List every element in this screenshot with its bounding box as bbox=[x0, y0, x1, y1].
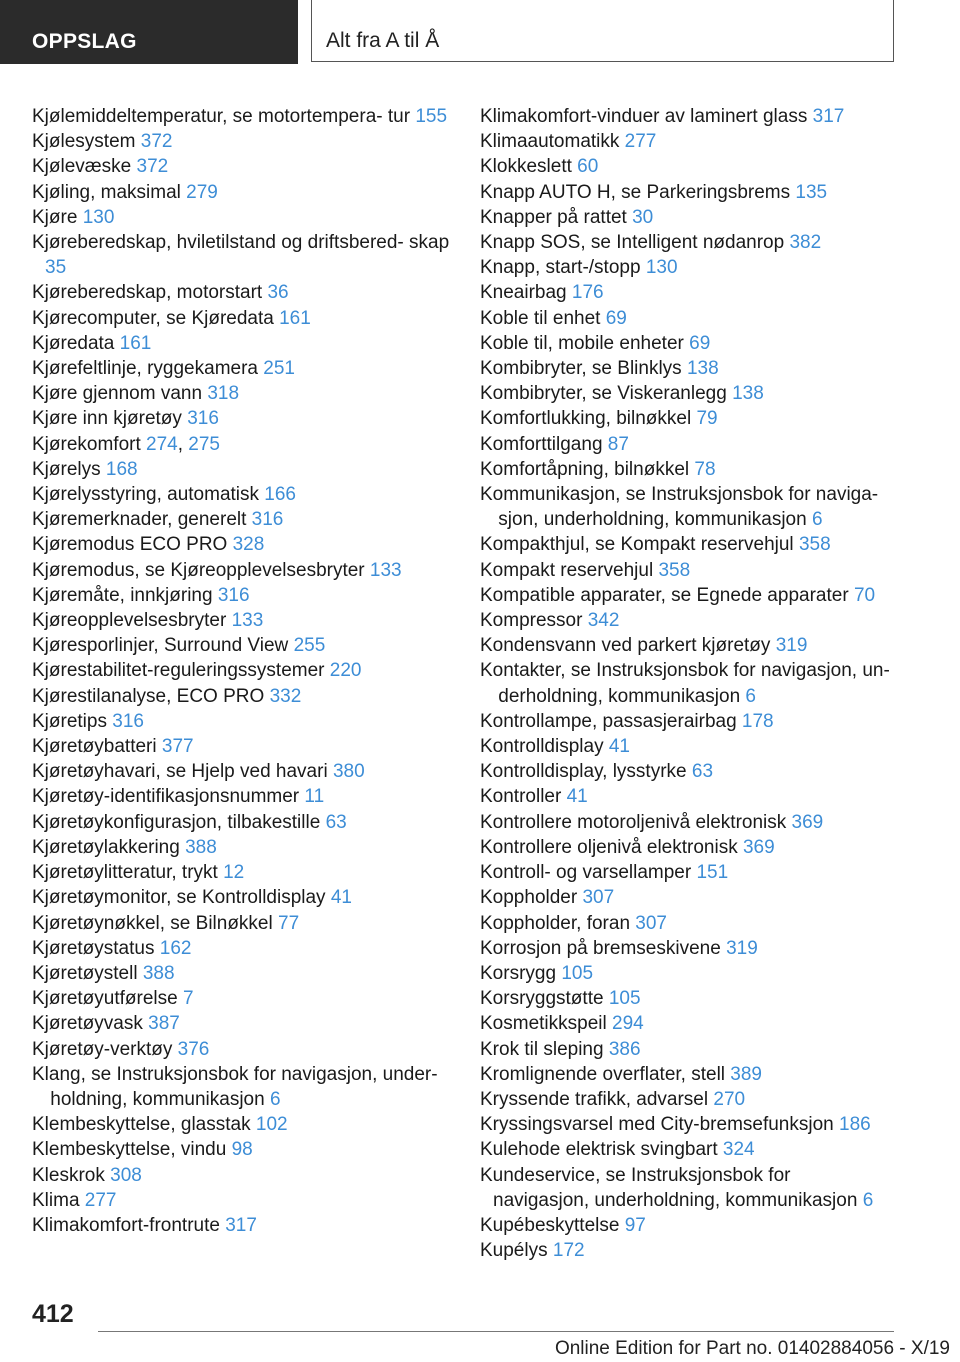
page-reference-link[interactable]: 77 bbox=[278, 912, 300, 934]
page-reference-link[interactable]: 162 bbox=[159, 937, 192, 959]
index-entry bbox=[32, 180, 472, 205]
index-entry bbox=[480, 583, 900, 608]
index-entry bbox=[480, 911, 900, 936]
index-entry-term: Kompressor bbox=[480, 610, 583, 632]
page-reference-link[interactable]: 389 bbox=[730, 1063, 762, 1085]
index-entry-term: Kontakter, se Instruksjonsbok for navigasjon, un- derholdning, kommunikasjon bbox=[480, 660, 890, 707]
page-reference-link[interactable]: 308 bbox=[110, 1164, 142, 1186]
page-reference-link[interactable]: 130 bbox=[645, 257, 678, 279]
page-reference-link[interactable]: 319 bbox=[726, 937, 758, 959]
index-entry-term: Kjøretøy-identifikasjonsnummer bbox=[32, 786, 300, 808]
page-reference-link[interactable]: 41 bbox=[330, 887, 352, 909]
index-entry-term: Klimaautomatikk bbox=[480, 131, 620, 153]
page-reference-link[interactable]: 60 bbox=[577, 156, 599, 178]
page-reference-link[interactable]: 7 bbox=[182, 988, 194, 1010]
index-entry bbox=[32, 860, 472, 885]
index-entry bbox=[32, 1137, 472, 1162]
index-entry bbox=[32, 1163, 472, 1188]
page-reference-link[interactable]: 161 bbox=[119, 332, 152, 354]
index-entry bbox=[480, 154, 900, 179]
page-reference-link[interactable]: 376 bbox=[177, 1038, 210, 1060]
index-entry-term: Kjøre inn kjøretøy bbox=[32, 408, 182, 430]
page-reference-link[interactable]: 318 bbox=[207, 383, 240, 405]
page-reference-link[interactable]: 316 bbox=[187, 408, 219, 430]
page-reference-link[interactable]: 105 bbox=[608, 988, 641, 1010]
index-entry bbox=[32, 507, 472, 532]
index-entry bbox=[480, 936, 900, 961]
index-entry-term: Kjølemiddeltemperatur, se motortempera- tur bbox=[32, 106, 411, 127]
page-reference-link[interactable]: 294 bbox=[612, 1013, 644, 1035]
index-entry-term: Kontrollere motoroljenivå elektronisk bbox=[480, 811, 787, 833]
index-entry-term: Kjøretøystatus bbox=[32, 937, 155, 959]
index-entry-term: Kjøretøylakkering bbox=[32, 836, 180, 858]
index-entry bbox=[480, 558, 900, 583]
page-reference-link[interactable]: 358 bbox=[798, 534, 831, 556]
page-reference-link[interactable]: 279 bbox=[186, 181, 218, 203]
page-reference-link[interactable]: 155 bbox=[415, 106, 448, 127]
index-entry-term: Koppholder, foran bbox=[480, 912, 631, 934]
index-entry-term: Knapper på rattet bbox=[480, 206, 627, 228]
page-reference-link[interactable]: 6 bbox=[811, 509, 823, 531]
page-reference-link[interactable]: 133 bbox=[369, 559, 402, 581]
page-reference-link[interactable]: 79 bbox=[696, 408, 718, 430]
index-entry-term: Kjøreberedskap, motorstart bbox=[32, 282, 263, 304]
index-entry-term: Kjørefeltlinje, ryggekamera bbox=[32, 358, 258, 380]
index-entry bbox=[32, 532, 472, 557]
index-column-left bbox=[32, 104, 472, 1238]
index-entry: Kjørekomfort 274, 275 bbox=[32, 433, 220, 455]
page-reference-link[interactable]: 316 bbox=[112, 710, 144, 732]
page-reference-link[interactable]: 251 bbox=[263, 358, 295, 380]
index-entry-term: Klembeskyttelse, vindu bbox=[32, 1139, 227, 1161]
index-entry bbox=[480, 406, 900, 431]
page-reference-link[interactable]: 317 bbox=[225, 1214, 257, 1236]
page-reference-link[interactable]: 342 bbox=[587, 610, 620, 632]
index-entry bbox=[32, 356, 472, 381]
page-reference-link[interactable]: 386 bbox=[608, 1038, 641, 1060]
index-entry bbox=[480, 1037, 900, 1062]
index-entry bbox=[480, 810, 900, 835]
index-entry-term: Kjøredata bbox=[32, 332, 115, 354]
page-reference-link[interactable]: 369 bbox=[742, 836, 775, 858]
index-entry-term: Kryssingsvarsel med City-bremsefunksjon bbox=[480, 1114, 834, 1136]
index-entry bbox=[480, 104, 900, 129]
page-reference-link[interactable]: 135 bbox=[795, 181, 828, 203]
index-entry bbox=[32, 104, 472, 129]
chapter-title: Alt fra A til Å bbox=[326, 29, 440, 52]
index-entry bbox=[32, 230, 472, 280]
index-entry bbox=[32, 482, 472, 507]
index-entry bbox=[480, 1137, 900, 1162]
index-entry bbox=[32, 961, 472, 986]
index-entry-term: Kryssende trafikk, advarsel bbox=[480, 1088, 709, 1110]
index-entry-term: Kjøretøyvask bbox=[32, 1013, 143, 1035]
page-reference-link[interactable]: 12 bbox=[223, 862, 245, 884]
page-reference-link[interactable]: 69 bbox=[689, 332, 711, 354]
index-entry-term: Kontrolldisplay bbox=[480, 736, 604, 758]
index-entry-term: Komforttilgang bbox=[480, 433, 603, 455]
index-entry-term: Kjøretøyhavari, se Hjelp ved havari bbox=[32, 761, 328, 783]
index-entry bbox=[32, 784, 472, 809]
index-entry-term: Kjøremodus, se Kjøreopplevelsesbryter bbox=[32, 559, 365, 581]
index-entry-term: Korsrygg bbox=[480, 962, 557, 984]
index-entry bbox=[480, 658, 900, 708]
index-entry-term: Kundeservice, se Instruksjonsbok for navigasjon, underholdning, kommunikasjon bbox=[480, 1164, 858, 1211]
index-entry-term: Kjørestilanalyse, ECO PRO bbox=[32, 685, 265, 707]
index-entry bbox=[32, 583, 472, 608]
index-entry-term: Kompakthjul, se Kompakt reservehjul bbox=[480, 534, 794, 556]
index-entry-term: Kupélys bbox=[480, 1240, 548, 1262]
index-entry bbox=[480, 482, 900, 532]
index-entry-term: Klang, se Instruksjonsbok for navigasjon, under- holdning, kommunikasjon bbox=[32, 1063, 438, 1110]
page-reference-link[interactable]: 133 bbox=[231, 610, 264, 632]
index-entry bbox=[32, 684, 472, 709]
page-reference-link[interactable]: 319 bbox=[775, 635, 808, 657]
index-entry-term: Kjøremåte, innkjøring bbox=[32, 584, 213, 606]
index-entry bbox=[480, 306, 900, 331]
index-entry-term: Kondensvann ved parkert kjøretøy bbox=[480, 635, 771, 657]
index-entry bbox=[32, 608, 472, 633]
index-entry bbox=[480, 1062, 900, 1087]
index-entry-term: Korsryggstøtte bbox=[480, 988, 604, 1010]
index-entry bbox=[480, 734, 900, 759]
index-entry-term: Kompakt reservehjul bbox=[480, 559, 654, 581]
index-entry bbox=[32, 1011, 472, 1036]
page-reference-link[interactable]: 176 bbox=[571, 282, 604, 304]
index-entry-term: Kjøretøy-verktøy bbox=[32, 1038, 173, 1060]
page-reference-link[interactable]: 35 bbox=[45, 257, 67, 279]
section-title: OPPSLAG bbox=[32, 30, 137, 53]
index-entry bbox=[480, 633, 900, 658]
index-entry bbox=[32, 1037, 472, 1062]
page-reference-link[interactable]: 41 bbox=[608, 736, 630, 758]
index-entry bbox=[480, 1087, 900, 1112]
index-entry-term: Kjøreberedskap, hviletilstand og driftsbered- skap bbox=[32, 232, 450, 254]
page-reference-link[interactable]: 78 bbox=[694, 458, 716, 480]
index-entry-term: Kjøremerknader, generelt bbox=[32, 509, 247, 531]
index-entry bbox=[32, 885, 472, 910]
page-reference-link[interactable]: 30 bbox=[632, 206, 654, 228]
index-entry-term: Kontroll- og varsellamper bbox=[480, 862, 692, 884]
page-reference-link[interactable]: 172 bbox=[552, 1240, 585, 1262]
index-entry bbox=[32, 1213, 472, 1238]
index-entry bbox=[32, 633, 472, 658]
page-reference-link[interactable]: 87 bbox=[607, 433, 629, 455]
index-entry bbox=[32, 1062, 472, 1112]
index-entry-term: Klimakomfort-vinduer av laminert glass bbox=[480, 106, 808, 127]
index-entry-term: Kjørecomputer, se Kjøredata bbox=[32, 307, 274, 329]
index-entry-term: Kromlignende overflater, stell bbox=[480, 1063, 726, 1085]
index-entry bbox=[32, 331, 472, 356]
index-entry bbox=[32, 835, 472, 860]
index-entry bbox=[480, 381, 900, 406]
page-reference-link[interactable]: 41 bbox=[566, 786, 588, 808]
index-entry-term: Klima bbox=[32, 1189, 80, 1211]
index-entry bbox=[32, 154, 472, 179]
index-entry bbox=[480, 1011, 900, 1036]
index-entry-term: Komfortåpning, bilnøkkel bbox=[480, 458, 690, 480]
index-entry-term: Kupébeskyttelse bbox=[480, 1214, 620, 1236]
index-entry bbox=[32, 709, 472, 734]
index-entry bbox=[480, 608, 900, 633]
index-entry-term: Kjøretøystell bbox=[32, 962, 138, 984]
page-reference-link[interactable]: 138 bbox=[732, 383, 764, 405]
index-entry-term: Krok til sleping bbox=[480, 1038, 604, 1060]
index-entry-term: Kommunikasjon, se Instruksjonsbok for naviga- sjon, underholdning, kommunikasjon bbox=[480, 484, 879, 531]
page-reference-link[interactable]: 138 bbox=[686, 358, 719, 380]
page-reference-link[interactable]: 63 bbox=[691, 761, 714, 783]
index-entry-term: Kjøretøynøkkel, se Bilnøkkel bbox=[32, 912, 273, 934]
index-entry bbox=[480, 986, 900, 1011]
index-entry bbox=[480, 885, 900, 910]
page-reference-link[interactable]: 220 bbox=[329, 660, 362, 682]
index-entry-term: Klembeskyttelse, glasstak bbox=[32, 1114, 251, 1136]
index-entry-term: Kjøreopplevelsesbryter bbox=[32, 610, 227, 632]
index-entry bbox=[32, 986, 472, 1011]
index-entry bbox=[32, 558, 472, 583]
page-reference-link[interactable]: 274 bbox=[146, 433, 178, 455]
index-entry-term: Kneairbag bbox=[480, 282, 567, 304]
index-entry-term: Koble til, mobile enheter bbox=[480, 332, 684, 354]
page-reference-link[interactable]: 168 bbox=[105, 458, 138, 480]
index-entry-term: Komfortlukking, bilnøkkel bbox=[480, 408, 692, 430]
index-entry bbox=[32, 381, 472, 406]
index-entry bbox=[480, 709, 900, 734]
index-entry bbox=[480, 180, 900, 205]
index-entry bbox=[480, 331, 900, 356]
index-entry-term: Kjøretøyutførelse bbox=[32, 988, 178, 1010]
index-entry-term: Kjøling, maksimal bbox=[32, 181, 181, 203]
index-entry bbox=[480, 1163, 900, 1213]
index-entry bbox=[480, 961, 900, 986]
page-reference-link[interactable]: 105 bbox=[561, 962, 594, 984]
index-entry-term: Kombibryter, se Blinklys bbox=[480, 358, 682, 380]
edition-note: Online Edition for Part no. 01402884056 - X/19 bbox=[554, 1338, 950, 1359]
footer-divider bbox=[98, 1331, 894, 1332]
index-entry-term: Knapp AUTO H, se Parkeringsbrems bbox=[480, 181, 791, 203]
index-entry bbox=[480, 356, 900, 381]
page-reference-link[interactable]: 388 bbox=[185, 836, 217, 858]
index-entry-term: Kjørelysstyring, automatisk bbox=[32, 484, 260, 506]
index-entry bbox=[480, 1238, 900, 1263]
page-reference-link[interactable]: 324 bbox=[722, 1139, 755, 1161]
page-reference-link[interactable]: 277 bbox=[84, 1189, 117, 1211]
index-entry bbox=[32, 129, 472, 154]
index-entry-term: Kjøretøykonfigurasjon, tilbakestille bbox=[32, 811, 321, 833]
page-reference-link[interactable]: 316 bbox=[217, 584, 250, 606]
page-reference-link[interactable]: 369 bbox=[791, 811, 824, 833]
index-entry bbox=[32, 280, 472, 305]
index-entry bbox=[32, 406, 472, 431]
page-reference-link[interactable]: 102 bbox=[255, 1114, 288, 1136]
page-reference-link[interactable]: 11 bbox=[304, 786, 325, 808]
page-reference-link[interactable]: 358 bbox=[658, 559, 691, 581]
page-reference-link[interactable]: 6 bbox=[745, 685, 756, 707]
page-reference-link[interactable]: 328 bbox=[232, 534, 265, 556]
index-entry-term: Kjøre bbox=[32, 206, 78, 228]
index-entry bbox=[480, 532, 900, 557]
page-reference-link[interactable]: 166 bbox=[264, 484, 296, 506]
index-entry bbox=[480, 255, 900, 280]
page-number: 412 bbox=[32, 1300, 74, 1328]
index-entry bbox=[480, 432, 900, 457]
index-entry-term: Klokkeslett bbox=[480, 156, 572, 178]
index-entry bbox=[32, 1188, 472, 1213]
page-reference-link[interactable]: 307 bbox=[582, 887, 615, 909]
index-entry-term: Kjørestabilitet-reguleringssystemer bbox=[32, 660, 325, 682]
index-entry bbox=[480, 784, 900, 809]
page-reference-link[interactable]: 317 bbox=[812, 106, 845, 127]
page-reference-link[interactable]: 69 bbox=[605, 307, 627, 329]
page-reference-link[interactable]: 70 bbox=[853, 584, 876, 606]
index-entry-term: Kontroller bbox=[480, 786, 562, 808]
index-entry-term: Kjølesystem bbox=[32, 131, 136, 153]
chapter-header bbox=[311, 0, 894, 62]
index-entry bbox=[480, 205, 900, 230]
index-entry bbox=[32, 810, 472, 835]
index-entry-term: Kontrollere oljenivå elektronisk bbox=[480, 836, 738, 858]
page-reference-link[interactable]: 36 bbox=[267, 282, 289, 304]
index-entry bbox=[32, 658, 472, 683]
index-entry-term: Kontrollampe, passasjerairbag bbox=[480, 710, 737, 732]
page-reference-link[interactable]: 380 bbox=[332, 761, 365, 783]
index-entry bbox=[32, 306, 472, 331]
index-entry-term: Kompatible apparater, se Egnede apparater bbox=[480, 584, 849, 606]
page-reference-link[interactable]: 151 bbox=[696, 862, 729, 884]
index-entry-term: Kosmetikkspeil bbox=[480, 1013, 607, 1035]
index-entry-term: Kombibryter, se Viskeranlegg bbox=[480, 383, 727, 405]
page-reference-link[interactable]: 307 bbox=[635, 912, 667, 934]
index-entry-term: Kjøresporlinjer, Surround View bbox=[32, 635, 289, 657]
index-entry-term: Koble til enhet bbox=[480, 307, 601, 329]
index-entry-term: Knapp, start-/stopp bbox=[480, 257, 641, 279]
index-entry-term: Kjørekomfort bbox=[32, 433, 141, 455]
page-reference-link[interactable]: 178 bbox=[741, 710, 774, 732]
page-reference-link[interactable]: 6 bbox=[862, 1189, 874, 1211]
page-reference-link[interactable]: 6 bbox=[269, 1088, 281, 1110]
index-entry bbox=[480, 835, 900, 860]
index-entry-term: Korrosjon på bremseskivene bbox=[480, 937, 721, 959]
index-entry-term: Kjøretøybatteri bbox=[32, 736, 157, 758]
index-entry-term: Kjøre gjennom vann bbox=[32, 383, 203, 405]
page-reference-link[interactable]: 97 bbox=[624, 1214, 646, 1236]
page-reference-link[interactable]: 275 bbox=[188, 433, 220, 455]
page-reference-link[interactable]: 372 bbox=[140, 131, 173, 153]
index-entry bbox=[32, 759, 472, 784]
index-entry-term: Koppholder bbox=[480, 887, 578, 909]
index-entry bbox=[480, 1213, 900, 1238]
page-reference-link[interactable]: 98 bbox=[231, 1139, 253, 1161]
page-reference-link[interactable]: 382 bbox=[789, 232, 822, 254]
page-reference-link[interactable]: 130 bbox=[82, 206, 115, 228]
index-entry bbox=[32, 911, 472, 936]
page-reference-link[interactable]: 277 bbox=[624, 131, 657, 153]
index-entry-term: Kjørelys bbox=[32, 458, 101, 480]
index-column-right bbox=[480, 104, 900, 1263]
index-entry bbox=[32, 734, 472, 759]
index-entry-term: Kjøretøylitteratur, trykt bbox=[32, 862, 218, 884]
index-entry bbox=[480, 457, 900, 482]
page-reference-link[interactable]: 255 bbox=[293, 635, 326, 657]
page-reference-link[interactable]: 387 bbox=[148, 1013, 180, 1035]
index-entry bbox=[32, 205, 472, 230]
index-entry bbox=[32, 1112, 472, 1137]
index-entry bbox=[32, 936, 472, 961]
index-entry-term: Kjøretøymonitor, se Kontrolldisplay bbox=[32, 887, 326, 909]
page-reference-link[interactable]: 161 bbox=[279, 307, 311, 329]
index-entry-term: Kleskrok bbox=[32, 1164, 105, 1186]
index-entry bbox=[480, 1112, 900, 1137]
index-entry-term: Knapp SOS, se Intelligent nødanrop bbox=[480, 232, 785, 254]
page-reference-link[interactable]: 270 bbox=[713, 1088, 746, 1110]
index-entry bbox=[32, 457, 472, 482]
index-entry-term: Klimakomfort-frontrute bbox=[32, 1214, 220, 1236]
index-entry bbox=[480, 860, 900, 885]
index-entry-term: Kjøremodus ECO PRO bbox=[32, 534, 228, 556]
index-entry-term: Kjølevæske bbox=[32, 156, 132, 178]
index-entry bbox=[480, 759, 900, 784]
page-reference-link[interactable]: 63 bbox=[325, 811, 347, 833]
page-reference-link[interactable]: 388 bbox=[142, 962, 175, 984]
page-reference-link[interactable]: 332 bbox=[269, 685, 302, 707]
page-reference-link[interactable]: 372 bbox=[136, 156, 169, 178]
section-tab bbox=[0, 0, 298, 64]
page-reference-link[interactable]: 316 bbox=[251, 509, 284, 531]
index-entry-term: Kulehode elektrisk svingbart bbox=[480, 1139, 718, 1161]
index-entry bbox=[480, 280, 900, 305]
index-entry bbox=[480, 129, 900, 154]
page-reference-link[interactable]: 186 bbox=[839, 1114, 871, 1136]
index-entry-term: Kjøretips bbox=[32, 710, 107, 732]
index-entry bbox=[480, 230, 900, 255]
page-reference-link[interactable]: 377 bbox=[161, 736, 194, 758]
index-entry-term: Kontrolldisplay, lysstyrke bbox=[480, 761, 687, 783]
